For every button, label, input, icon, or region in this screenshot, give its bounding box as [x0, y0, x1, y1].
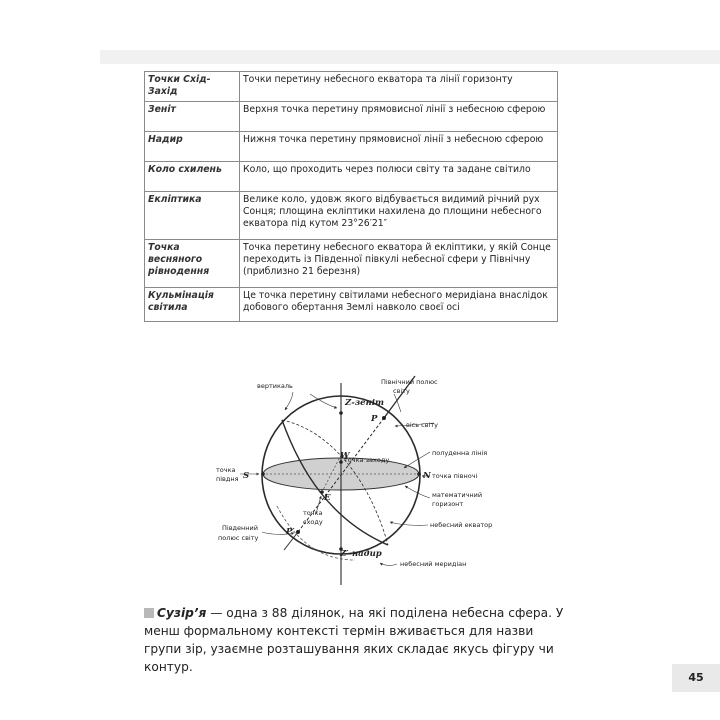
south-point-label-line1: точка [216, 466, 236, 474]
term-cell: Екліптика [145, 192, 240, 240]
horizon-label-line2: горизонт [432, 500, 464, 508]
west-point-label: точка заходу [344, 456, 390, 464]
equator-label: небесний екватор [430, 521, 493, 529]
east-point-label-line1: точка [303, 509, 323, 517]
constellation-definition [144, 604, 564, 676]
south-pole-label-line1: Південний [222, 524, 258, 532]
west-w-label: W [340, 451, 350, 461]
definition-term: Сузір’я [157, 606, 207, 620]
term-cell: Точки Схід-Захід [145, 72, 240, 102]
definition-cell: Це точка перетину світилами небесного меридіана внаслідок добового обертання Землі навколо своєї осі [240, 288, 558, 322]
definition-text: — одна з 88 ділянок, на які поділена небесна сфера. У менш формальному контексті термін вживається для назви групи зір, узаємне розташування яких складає якусь фігуру чи контур. [144, 606, 564, 674]
term-cell: Надир [145, 132, 240, 162]
zenith-label: Z-зеніт [345, 398, 384, 408]
north-point-label: точка півночі [432, 472, 478, 480]
east-e-label: E [324, 493, 331, 503]
term-cell: Кульмінація світила [145, 288, 240, 322]
north-pole-p-label: P [371, 414, 378, 424]
south-point [261, 472, 265, 476]
south-pole-point [296, 530, 300, 534]
definition-cell: Точки перетину небесного екватора та лінії горизонту [240, 72, 558, 102]
east-point-label-line2: сходу [303, 518, 323, 526]
south-pole-p-prime-label: P′ [286, 527, 295, 537]
square-marker-icon [144, 608, 154, 618]
meridian-leader [380, 563, 397, 565]
north-pole-point [382, 416, 386, 420]
south-pole-label-line2: полюс світу [218, 534, 259, 542]
page-number: 45 [672, 664, 720, 692]
definition-cell: Нижня точка перетину прямовисної лінії з небесною сферою [240, 132, 558, 162]
vertical-leader [285, 392, 293, 410]
term-cell: Точка весняного рівнодення [145, 240, 240, 288]
equator-leader [390, 522, 428, 525]
definition-cell: Точка перетину небесного екватора й екліптики, у якій Сонце переходить із Південної півкулі небесної сфери у Північну (приблизно 21 березня) [240, 240, 558, 288]
term-cell: Коло схилень [145, 162, 240, 192]
definition-cell: Коло, що проходить через полюси світу та задане світило [240, 162, 558, 192]
horizon-label-line1: математичний [432, 491, 483, 499]
south-point-label-line2: півдня [216, 475, 239, 483]
north-pole-label-line1: Північний полюс [381, 378, 438, 386]
north-pole-label-line2: світу [393, 387, 410, 395]
noon-line-label: полуденна лінія [432, 449, 488, 457]
vertical-label: вертикаль [257, 382, 293, 390]
definition-cell: Верхня точка перетину прямовисної лінії з небесною сферою [240, 102, 558, 132]
axis-label: вісь світу [406, 421, 438, 429]
zenith-point [339, 411, 343, 415]
definition-cell: Велике коло, удовж якого відбувається видимий річний рух Сонця; площина екліптики нахилена до площини небесного екватора під кутом 23°26′21″ [240, 192, 558, 240]
north-n-label: N [423, 471, 431, 481]
north-point [417, 472, 421, 476]
south-s-label: S [243, 471, 250, 481]
nadir-label: Z′-надир [340, 549, 382, 559]
meridian-label: небесний меридіан [400, 560, 467, 568]
term-cell: Зеніт [145, 102, 240, 132]
